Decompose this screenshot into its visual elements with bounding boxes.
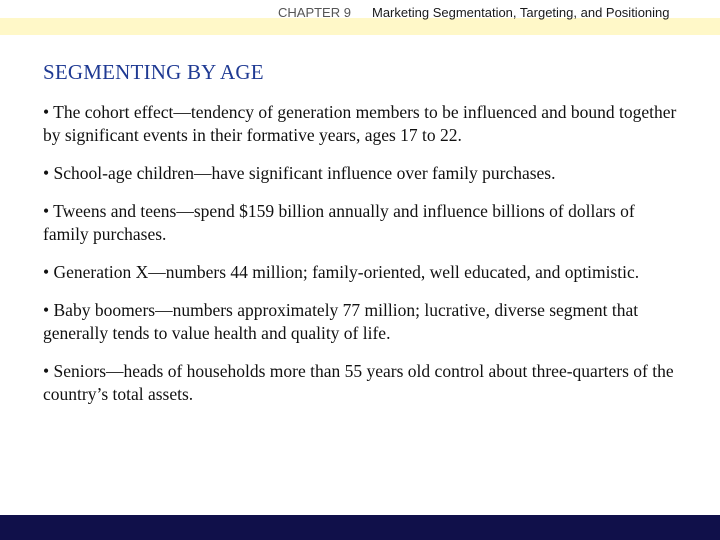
chapter-label: CHAPTER 9 [278,5,351,20]
bullet-item: • School-age children—have significant influence over family purchases. [43,163,556,183]
bullet-item: • The cohort effect—tendency of generation members to be influenced and bound together by significant events in their formative years, ages 17 to 22. [43,102,677,145]
bullet-item: • Seniors—heads of households more than 55 years old control about three-quarters of the country’s total assets. [43,361,674,404]
slide-header [0,3,720,21]
slide-title: SEGMENTING BY AGE [43,60,264,84]
bullet-item: • Generation X—numbers 44 million; family-oriented, well educated, and optimistic. [43,262,640,282]
chapter-title: Marketing Segmentation, Targeting, and Positioning [372,5,670,20]
bullet-item: • Baby boomers—numbers approximately 77 million; lucrative, diverse segment that generally tends to value health and quality of life. [43,300,639,343]
bullet-list [43,101,683,421]
bullet-item: • Tweens and teens—spend $159 billion annually and influence billions of dollars of family purchases. [43,201,635,244]
footer-bar [0,515,720,540]
